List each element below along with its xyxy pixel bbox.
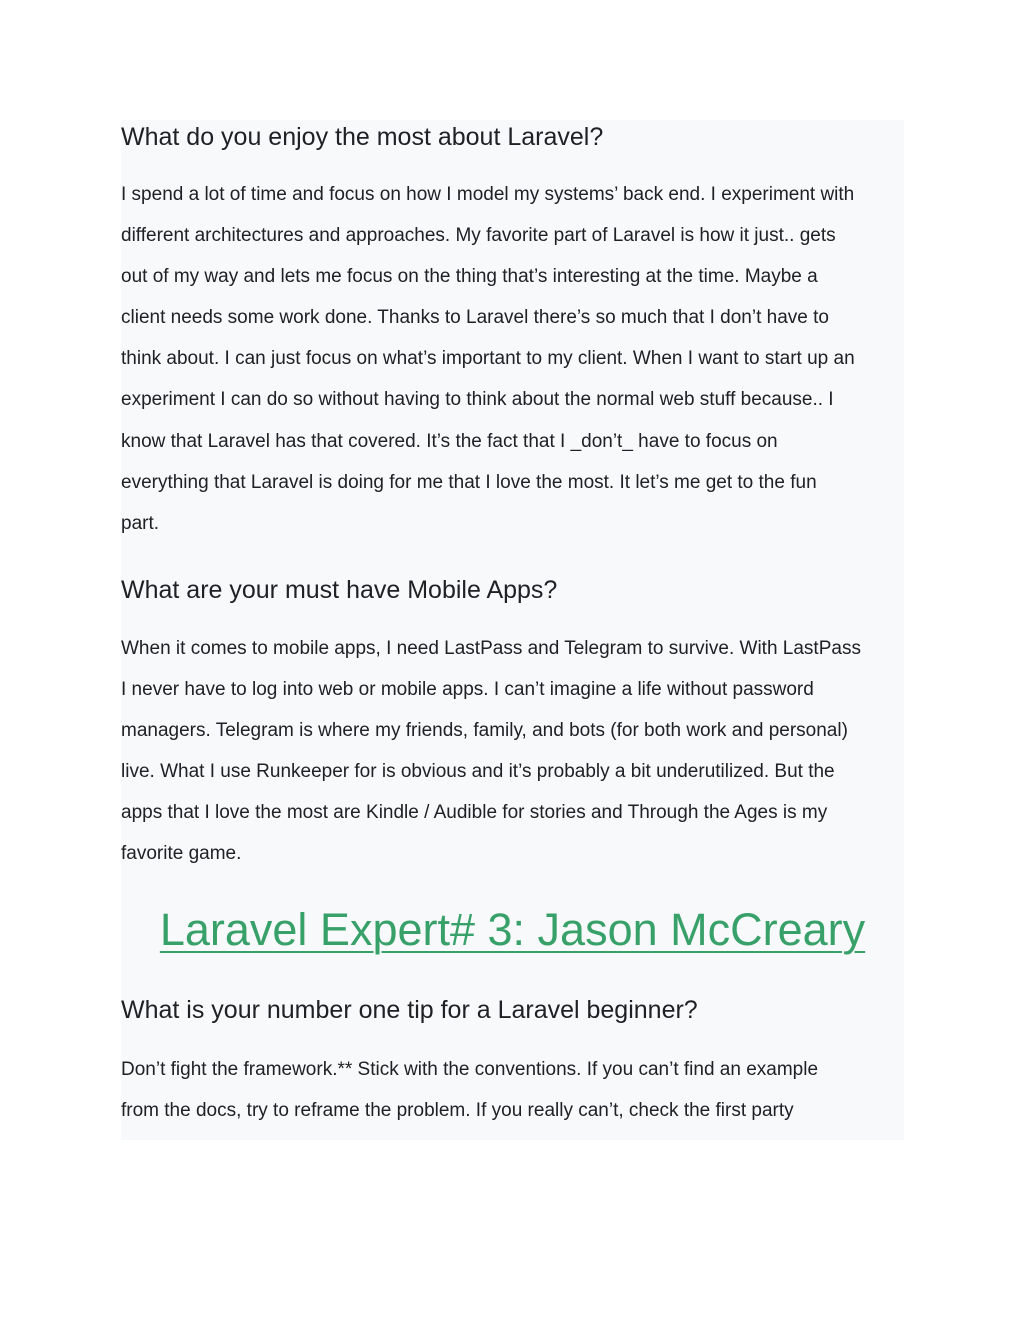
answer-paragraph-beginner-tip [121,1049,904,1131]
expert-title [121,900,904,960]
question-heading-enjoy-laravel: What do you enjoy the most about Laravel? [121,123,604,151]
paragraph-line: I never have to log into web or mobile apps. I can’t imagine a life without password [121,679,814,701]
expert-title-link[interactable]: Laravel Expert# 3: Jason McCreary [159,904,866,955]
article-content [121,120,904,1140]
paragraph-line: experiment I can do so without having to think about the normal web stuff because.. I [121,389,834,411]
question-heading-beginner-tip: What is your number one tip for a Laravel beginner? [121,996,698,1024]
paragraph-line: everything that Laravel is doing for me that I love the most. It let’s me get to the fun [121,471,817,493]
paragraph-line: apps that I love the most are Kindle / Audible for stories and Through the Ages is my [121,802,828,824]
paragraph-line: from the docs, try to reframe the problem. If you really can’t, check the first party [121,1100,794,1122]
paragraph-line: different architectures and approaches. My favorite part of Laravel is how it just.. gets [121,225,836,247]
paragraph-line: favorite game. [121,843,242,865]
paragraph-line: When it comes to mobile apps, I need LastPass and Telegram to survive. With LastPass [121,638,861,659]
paragraph-line: live. What I use Runkeeper for is obvious and it’s probably a bit underutilized. But the [121,761,835,783]
paragraph-line: think about. I can just focus on what’s important to my client. When I want to start up an [121,348,855,370]
paragraph-line: know that Laravel has that covered. It’s the fact that I _don’t_ have to focus on [121,430,778,452]
paragraph-line: out of my way and lets me focus on the thing that’s interesting at the time. Maybe a [121,266,818,288]
answer-paragraph-mobile-apps [121,628,904,875]
paragraph-line: client needs some work done. Thanks to Laravel there’s so much that I don’t have to [121,307,829,329]
paragraph-line: managers. Telegram is where my friends, family, and bots (for both work and personal) [121,720,848,742]
answer-paragraph-enjoy-laravel [121,174,904,544]
paragraph-line: part. [121,512,160,534]
paragraph-line: I spend a lot of time and focus on how I model my systems’ back end. I experiment with [121,184,855,205]
paragraph-line: Don’t fight the framework.** Stick with the conventions. If you can’t find an example [121,1059,819,1080]
question-heading-mobile-apps: What are your must have Mobile Apps? [121,576,558,604]
